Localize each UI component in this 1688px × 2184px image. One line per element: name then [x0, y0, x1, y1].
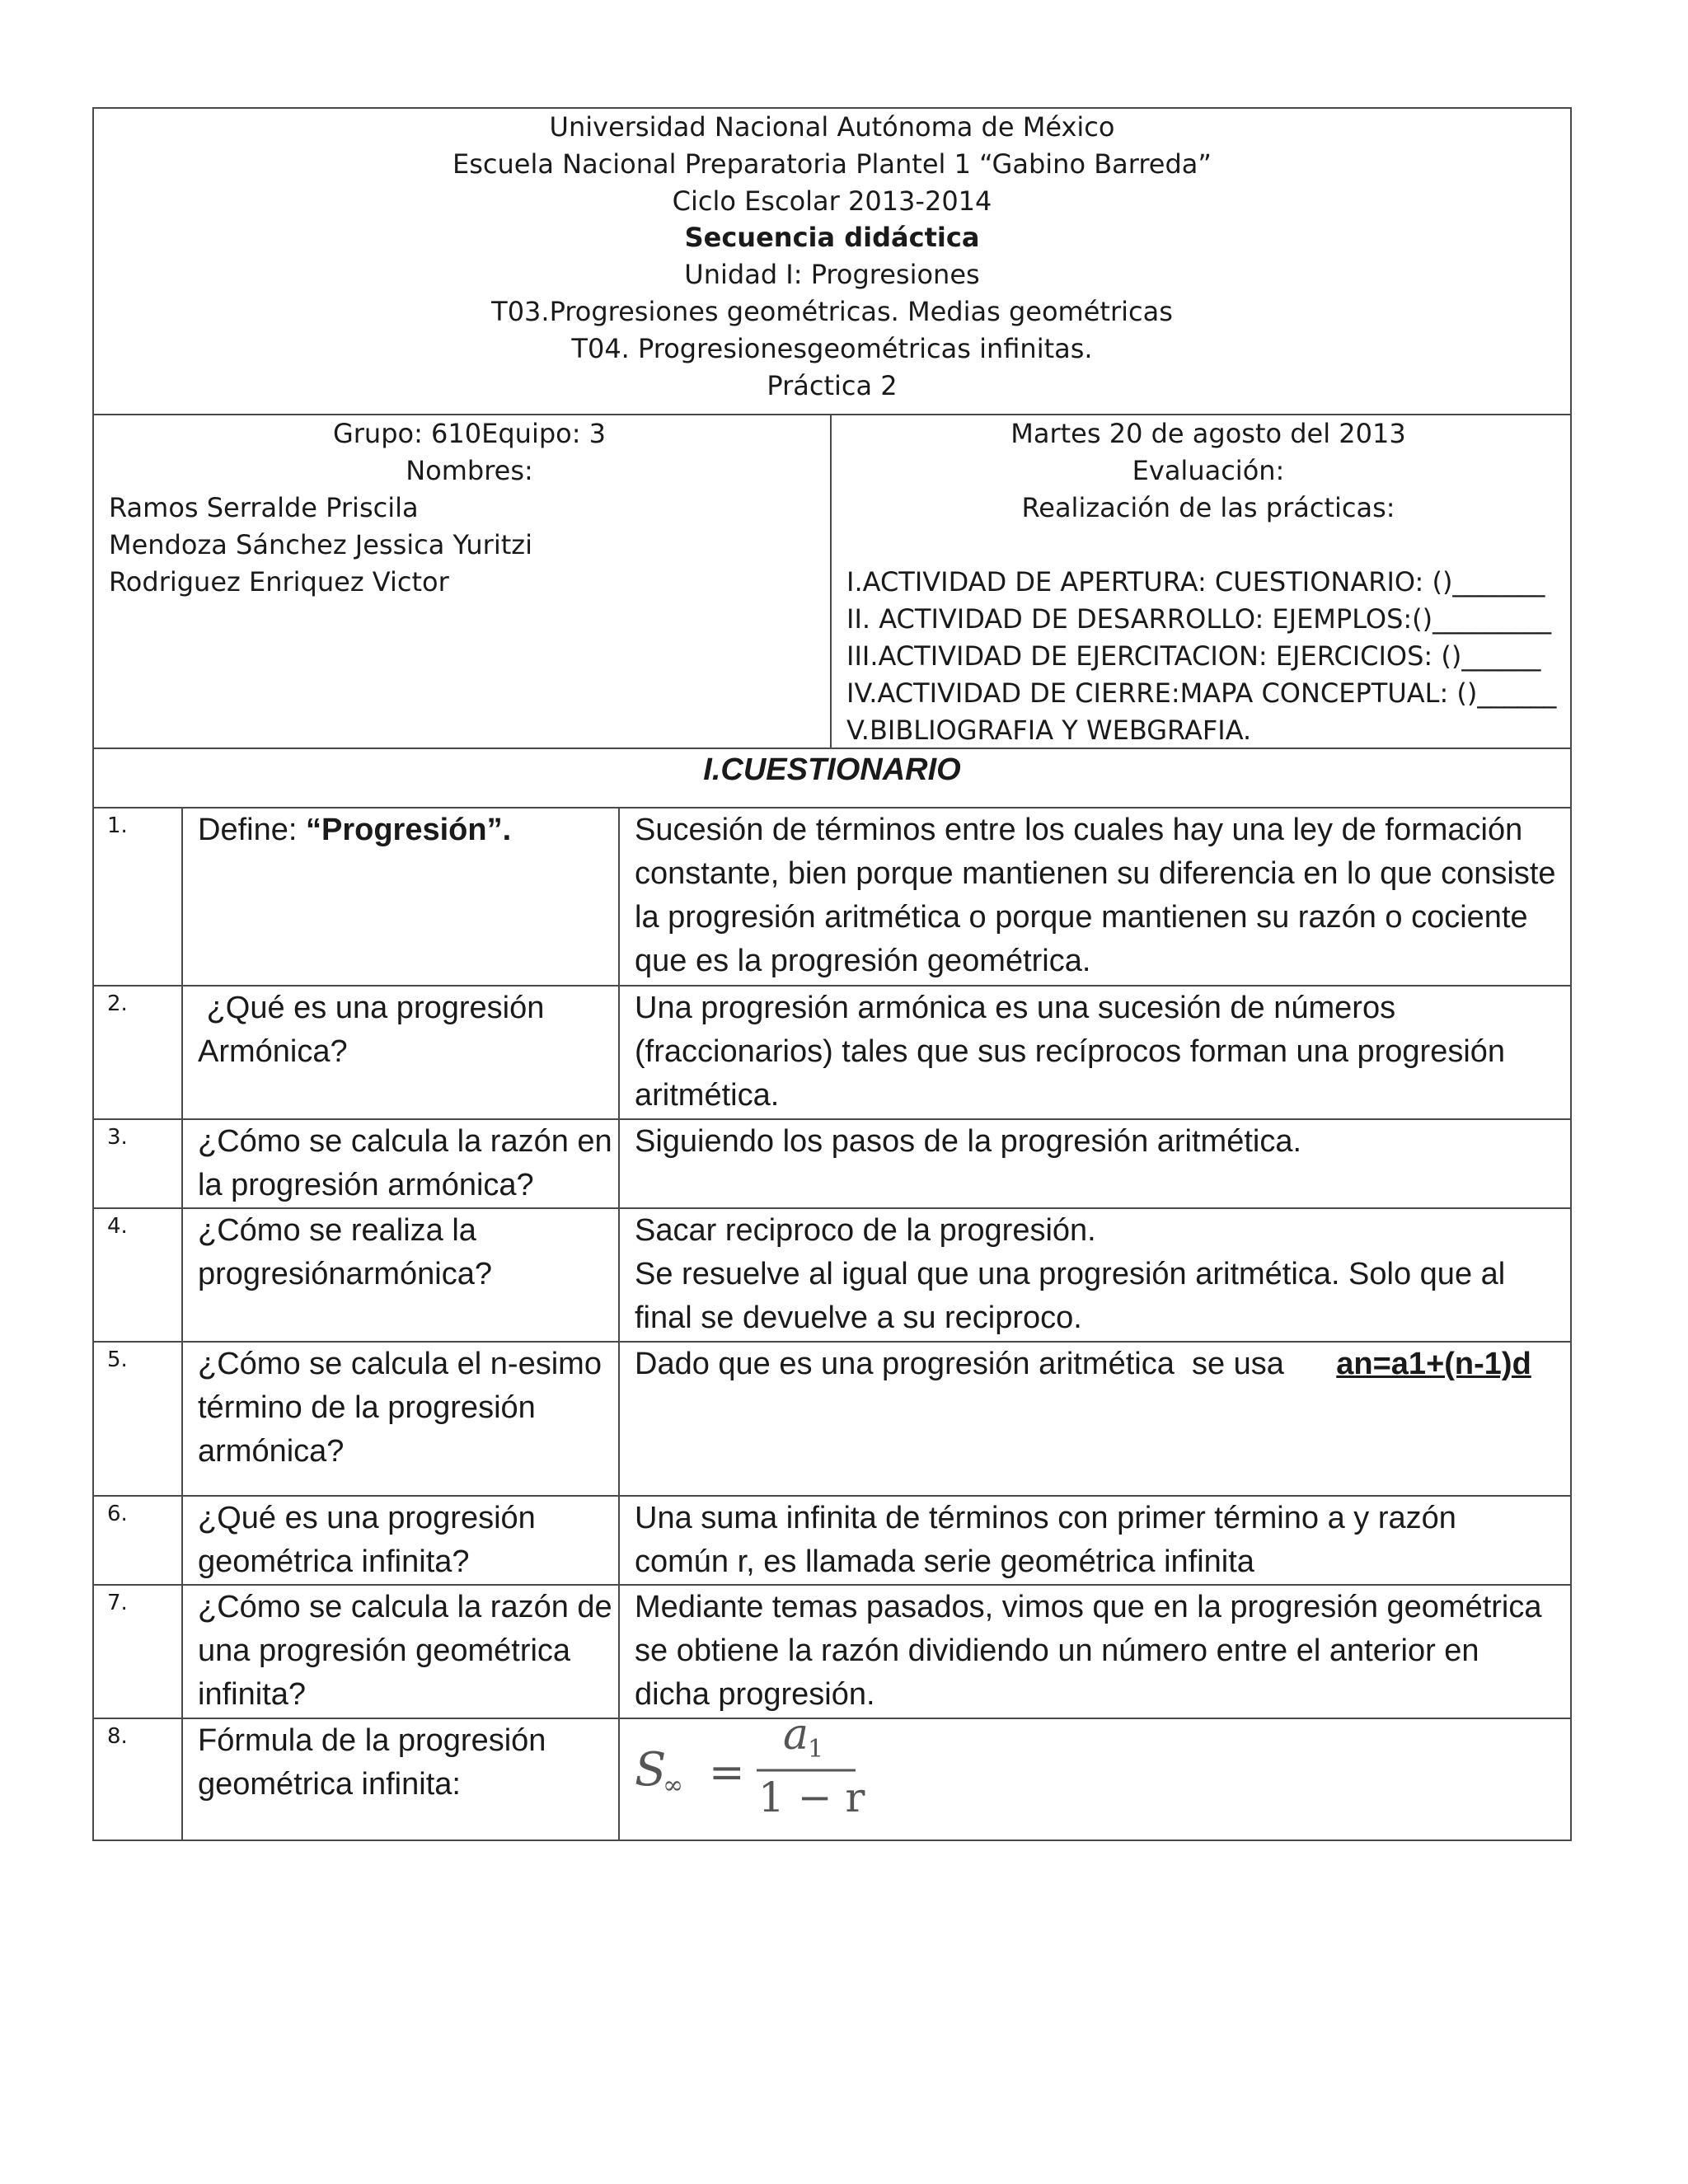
names-label: Nombres: [406, 455, 533, 486]
question-text: Fórmula de la progresión geométrica infinita: [183, 1719, 620, 1840]
school-year: Ciclo Escolar 2013-2014 [672, 185, 992, 217]
activity-item: IV.ACTIVIDAD DE CIERRE:MAPA CONCEPTUAL: ()______ [846, 677, 1557, 709]
section-title: I.CUESTIONARIO [94, 749, 1570, 808]
table-row [94, 1209, 1570, 1343]
question-number: 8. [94, 1719, 183, 1840]
team-info [94, 415, 832, 748]
answer-text [620, 1209, 1570, 1341]
question-text: ¿Qué es una progresión Armónica? [183, 987, 620, 1118]
activity-item: III.ACTIVIDAD DE EJERCITACION: EJERCICIOS: ()______ [846, 640, 1541, 672]
table-row [94, 1586, 1570, 1719]
answer-text: Una suma infinita de términos con primer término a y razón común r, es llamada serie geométrica infinita [635, 1501, 1456, 1579]
answer-text: Sucesión de términos entre los cuales hay una ley de formación constante, bien porque mantienen su diferencia en lo que consiste la progresión aritmética o porque mantienen su razón o cociente que es la progresión geométrica. [635, 813, 1556, 978]
table-row [94, 1120, 1570, 1209]
activity-item: I.ACTIVIDAD DE APERTURA: CUESTIONARIO: ()_______ [846, 566, 1545, 598]
formula-equals: = [709, 1748, 745, 1797]
question-number: 1. [94, 808, 183, 985]
question-text: ¿Cómo se calcula el n-esimo término de la progresión armónica? [183, 1343, 620, 1495]
answer-formula-cell [620, 1719, 1570, 1840]
evaluation-info [832, 415, 1570, 748]
answer-text: Mediante temas pasados, vimos que en la progresión geométrica se obtiene la razón dividiendo un número entre el anterior en dicha progresión. [635, 1590, 1542, 1712]
answer-line: Sacar reciproco de la progresión. [635, 1213, 1096, 1248]
formula-numerator-sub: 1 [808, 1735, 824, 1764]
activity-item: V.BIBLIOGRAFIA Y WEBGRAFIA. [846, 715, 1252, 746]
question-text: ¿Cómo se calcula la razón en la progresión armónica? [183, 1120, 620, 1207]
student-name: Ramos Serralde Priscila [109, 492, 419, 523]
question-prefix: Define: [198, 813, 306, 847]
answer-intro: Dado que es una progresión aritmética se usa [635, 1347, 1337, 1381]
table-row [94, 1343, 1570, 1497]
infinite-sum-formula [635, 1719, 882, 1832]
document-title: Secuencia didáctica [684, 222, 980, 254]
question-number: 4. [94, 1209, 183, 1341]
answer-line: Se resuelve al igual que una progresión aritmética. Solo que al final se devuelve a su reciproco. [635, 1257, 1506, 1335]
realization-label: Realización de las prácticas: [1021, 492, 1395, 523]
activity-item: II. ACTIVIDAD DE DESARROLLO: EJEMPLOS:()_________ [846, 603, 1552, 635]
question-number: 5. [94, 1343, 183, 1495]
question-number: 2. [94, 987, 183, 1118]
student-name: Rodriguez Enriquez Victor [109, 566, 449, 598]
answer-text [620, 1343, 1570, 1495]
question-number: 7. [94, 1586, 183, 1718]
questionnaire-table [94, 808, 1570, 1840]
formula-lhs-sub: ∞ [663, 1771, 683, 1800]
practice-number: Práctica 2 [767, 369, 898, 401]
practice-sheet [92, 107, 1572, 1841]
question-text [183, 808, 620, 985]
question-number: 6. [94, 1497, 183, 1584]
info-section [94, 415, 1570, 749]
answer-text: Una progresión armónica es una sucesión de números (fraccionarios) tales que sus recíprocos forman una progresión aritmética. [635, 991, 1506, 1113]
document-header [94, 109, 1570, 415]
university-name: Universidad Nacional Autónoma de México [549, 111, 1115, 143]
evaluation-label: Evaluación: [1132, 455, 1285, 486]
question-number: 3. [94, 1120, 183, 1207]
table-row [94, 1719, 1570, 1840]
table-row [94, 1497, 1570, 1586]
formula-lhs: S [635, 1743, 667, 1797]
question-text: ¿Cómo se realiza la progresiónarmónica? [183, 1209, 620, 1341]
unit-title: Unidad I: Progresiones [684, 259, 980, 291]
formula-graphic [635, 1721, 882, 1820]
topic-t04: T04. Progresionesgeométricas infinitas. [571, 332, 1093, 364]
topic-t03: T03.Progresiones geométricas. Medias geométricas [491, 295, 1173, 327]
date: Martes 20 de agosto del 2013 [1010, 418, 1406, 449]
group-team: Grupo: 610Equipo: 3 [332, 418, 607, 449]
table-row [94, 987, 1570, 1120]
table-row [94, 808, 1570, 987]
nth-term-formula: an=a1+(n-1)d [1336, 1347, 1531, 1381]
question-text: ¿Qué es una progresión geométrica infinita? [183, 1497, 620, 1584]
student-name: Mendoza Sánchez Jessica Yuritzi [109, 529, 532, 560]
school-name: Escuela Nacional Preparatoria Plantel 1 “Gabino Barreda” [452, 148, 1212, 180]
formula-denominator: 1 − r [758, 1774, 865, 1820]
answer-text: Siguiendo los pasos de la progresión aritmética. [635, 1124, 1302, 1159]
formula-numerator: a [783, 1721, 809, 1760]
question-keyword: “Progresión”. [305, 813, 512, 847]
question-text: ¿Cómo se calcula la razón de una progresión geométrica infinita? [183, 1586, 620, 1718]
